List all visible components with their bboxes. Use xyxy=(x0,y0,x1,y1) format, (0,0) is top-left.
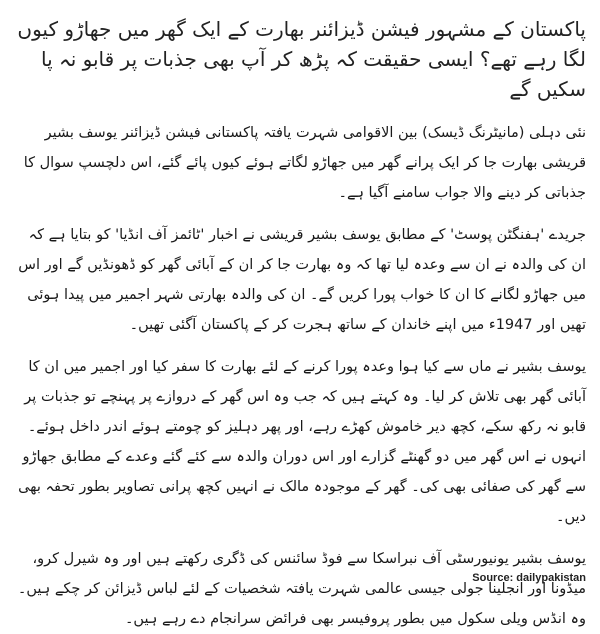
article xyxy=(12,0,586,627)
article-paragraph-background: یوسف بشیر یونیورسٹی آف نبراسکا سے فوڈ سائنس کی ڈگری رکھتے ہیں اور وہ شیرل کرو، میڈونا اور انجلینا جولی جیسی عالمی شہرت یافتہ شخصیات کے لئے لباس ڈیزائن کر چکے ہیں۔ وہ انڈس ویلی سکول میں بطور پروفیسر بھی فرائض سرانجام دے رہے ہیں۔ xyxy=(17,551,586,627)
source-credit: Source: dailypakistan xyxy=(472,572,586,584)
article-paragraph-promise: جریدے 'ہفنگٹن پوسٹ' کے مطابق یوسف بشیر قریشی نے اخبار 'ٹائمز آف انڈیا' کو بتایا ہے کہ ان کی والدہ نے ان سے وعدہ لیا تھا کہ وہ بھارت جا کر ان کے آبائی گھر کو ڈھونڈیں گے اور اس میں جھاڑو لگانے کا ان کا خواب پورا کریں گے۔ ان کی والدہ بھارتی شہر اجمیر میں پیدا ہوئی تھیں اور 1947ء میں اپنے خاندان کے ساتھ ہجرت کر کے پاکستان آگئی تھیں۔ xyxy=(18,227,586,333)
article-paragraph-visit: یوسف بشیر نے ماں سے کیا ہوا وعدہ پورا کرنے کے لئے بھارت کا سفر کیا اور اجمیر میں ان کا آبائی گھر بھی تلاش کر لیا۔ وہ کہتے ہیں کہ جب وہ اس گھر کے دروازے پر پہنچے تو جذبات پر قابو نہ رکھ سکے، کچھ دیر خاموش کھڑے رہے، اور پھر دہلیز کو چومتے ہوئے اندر داخل ہوئے۔ انہوں نے اس گھر میں دو گھنٹے گزارے اور اس دوران والدہ سے کئے گئے وعدے کے مطابق جھاڑو سے گھر کی صفائی بھی کی۔ گھر کے موجودہ مالک نے انہیں کچھ پرانی تصاویر بطور تحفہ بھی دیں۔ xyxy=(18,359,586,525)
article-paragraph-intro: نئی دہلی (مانیٹرنگ ڈیسک) بین الاقوامی شہرت یافتہ پاکستانی فیشن ڈیزائنر یوسف بشیر قریشی بھارت جا کر ایک پرانے گھر میں جھاڑو لگاتے ہوئے کیوں پائے گئے، اس دلچسپ سوال کا جذباتی کر دینے والا جواب سامنے آگیا ہے۔ xyxy=(23,125,586,201)
article-headline: پاکستان کے مشہور فیشن ڈیزائنر بھارت کے ایک گھر میں جھاڑو کیوں لگا رہے تھے؟ ایسی حقیقت کہ پڑھ کر آپ بھی جذبات پر قابو نہ پا سکیں گے xyxy=(17,17,586,101)
